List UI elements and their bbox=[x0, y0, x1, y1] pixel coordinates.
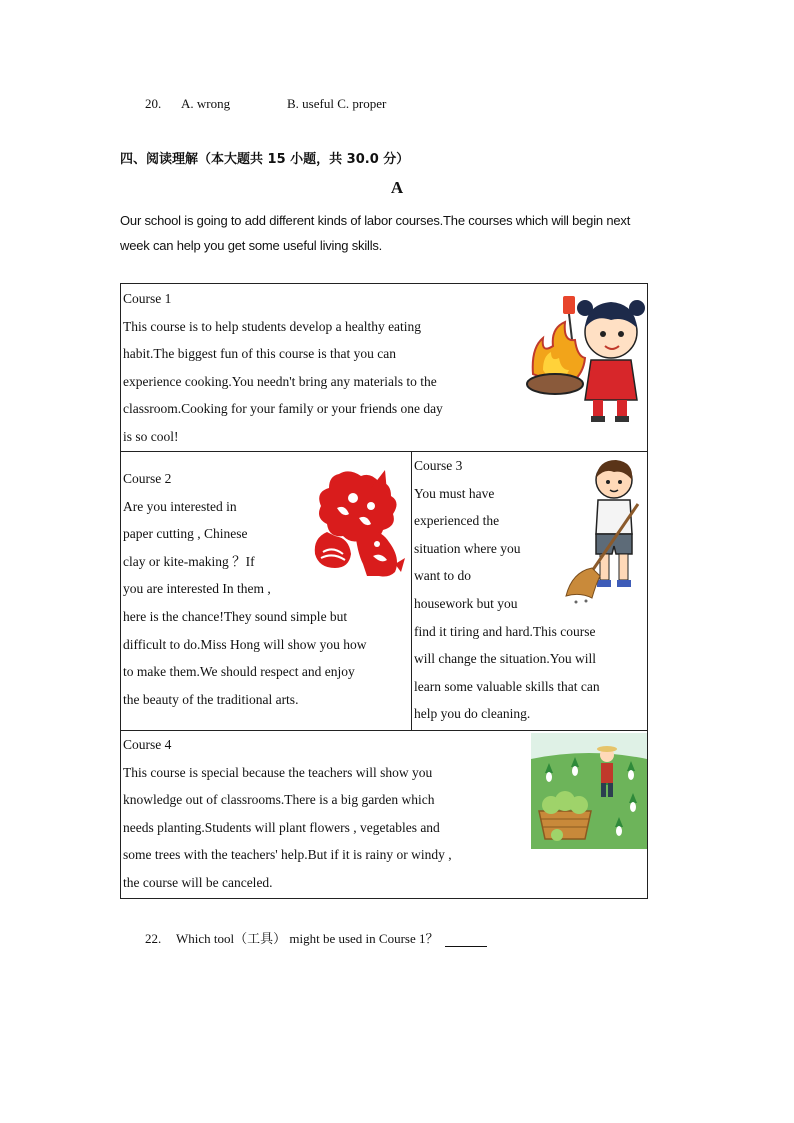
course-line: help you do cleaning. bbox=[414, 706, 531, 722]
question-text: Which tool（工具） might be used in Course 1？ bbox=[176, 931, 439, 946]
question-22 bbox=[145, 928, 487, 947]
course-line: find it tiring and hard.This course bbox=[414, 623, 596, 639]
paper-cut-rabbit-illustration bbox=[309, 468, 405, 580]
course-line: clay or kite-making ？If bbox=[123, 553, 255, 569]
course-line: the course will be canceled. bbox=[123, 874, 273, 890]
course-line: classroom.Cooking for your family or your friends one day bbox=[123, 401, 443, 417]
passage-intro bbox=[120, 208, 650, 258]
option-a: A. wrong bbox=[181, 96, 231, 111]
course-3-cell bbox=[412, 452, 647, 731]
course-line: experienced the bbox=[414, 513, 500, 529]
course-line: habit.The biggest fun of this course is that you can bbox=[123, 346, 396, 362]
intro-line: Our school is going to add different kinds of labor courses.The courses which will begin next bbox=[120, 213, 631, 228]
course-line: learn some valuable skills that can bbox=[414, 678, 600, 694]
course-4-cell bbox=[121, 731, 647, 898]
course-title: Course 4 bbox=[123, 737, 172, 752]
course-line: You must have bbox=[414, 485, 495, 501]
course-title: Course 3 bbox=[414, 458, 463, 473]
question-number: 22. bbox=[145, 931, 162, 946]
cooking-girl-illustration bbox=[525, 288, 647, 424]
question-20 bbox=[145, 96, 386, 112]
question-number: 20. bbox=[145, 96, 162, 111]
course-line: you are interested In them , bbox=[123, 581, 271, 597]
course-line: needs planting.Students will plant flowers , vegetables and bbox=[123, 819, 440, 835]
course-1-cell bbox=[121, 284, 647, 452]
course-line: This course is special because the teachers will show you bbox=[123, 764, 433, 780]
sweeping-boy-illustration bbox=[562, 456, 646, 604]
course-line: experience cooking.You needn't bring any materials to the bbox=[123, 373, 437, 389]
garden-planting-illustration bbox=[531, 733, 647, 849]
course-2-cell bbox=[121, 452, 412, 731]
intro-line: week can help you get some useful living skills. bbox=[120, 238, 383, 253]
course-line: is so cool! bbox=[123, 428, 179, 444]
course-table bbox=[120, 283, 648, 899]
course-title: Course 1 bbox=[123, 291, 172, 306]
course-line: difficult to do.Miss Hong will show you how bbox=[123, 636, 367, 652]
answer-blank[interactable] bbox=[445, 934, 487, 947]
course-line: the beauty of the traditional arts. bbox=[123, 691, 299, 707]
course-line: This course is to help students develop a healthy eating bbox=[123, 318, 422, 334]
course-title: Course 2 bbox=[123, 471, 172, 486]
course-line: housework but you bbox=[414, 595, 518, 611]
passage-letter: A bbox=[390, 178, 404, 197]
course-line: some trees with the teachers' help.But if it is rainy or windy , bbox=[123, 847, 452, 863]
option-bc: B. useful C. proper bbox=[287, 96, 387, 111]
course-line: situation where you bbox=[414, 540, 521, 556]
course-line: paper cutting , Chinese bbox=[123, 526, 248, 542]
course-line: knowledge out of classrooms.There is a big garden which bbox=[123, 792, 435, 808]
section-title: 四、阅读理解（本大题共 15 小题，共 30.0 分） bbox=[120, 152, 410, 167]
course-line: want to do bbox=[414, 568, 471, 584]
course-line: will change the situation.You will bbox=[414, 651, 596, 667]
course-line: Are you interested in bbox=[123, 498, 237, 514]
course-line: here is the chance!They sound simple but bbox=[123, 608, 348, 624]
course-line: to make them.We should respect and enjoy bbox=[123, 664, 355, 680]
